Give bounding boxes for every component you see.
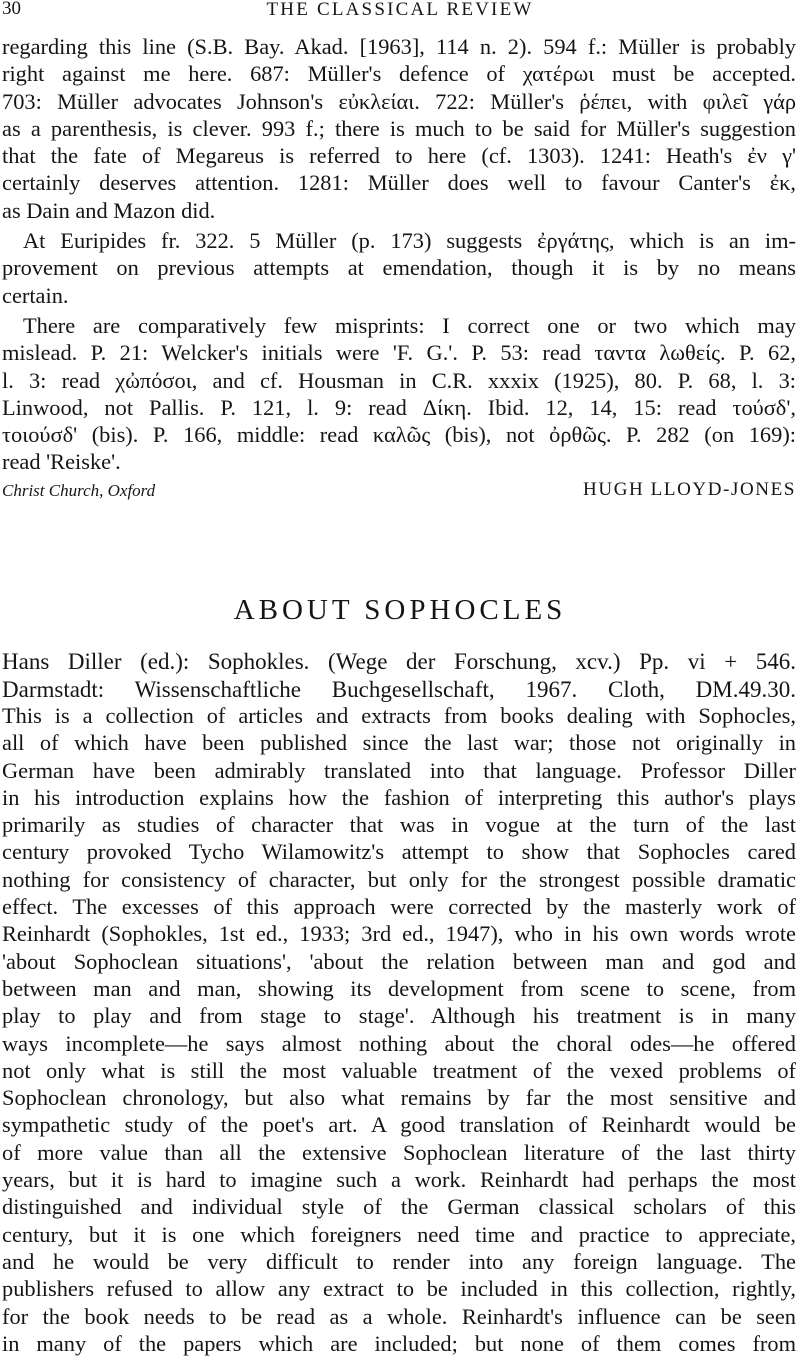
text-line: that the fate of Megareus is referred to here (cf. 1303). 1241: Heath's ἐν γ' — [2, 143, 796, 169]
text-line: Sophoclean chronology, but also what remains by far the most sensitive and — [2, 1085, 796, 1111]
text-line: This is a collection of articles and extracts from books dealing with Sophocles, — [2, 703, 796, 728]
text-line: all of which have been published since the last war; those not originally in — [2, 730, 796, 756]
text-line: nothing for consistency of character, but only for the strongest possible dramatic — [2, 866, 796, 892]
text-line: in his introduction explains how the fashion of interpreting this author's plays — [2, 784, 796, 810]
text-line: effect. The excesses of this approach were corrected by the masterly work of — [2, 894, 796, 920]
text-line: regarding this line (S.B. Bay. Akad. [1963], 114 n. 2). 594 f.: Müller is probably — [2, 34, 796, 59]
text-line: and he would be very difficult to render into any foreign language. The — [2, 1248, 796, 1274]
text-line: century, but it is one which foreigners need time and practice to appreciate, — [2, 1221, 796, 1247]
text-line: τοιούσδ' (bis). P. 166, middle: read καλῶς (bis), not ὀρθῶς. P. 282 (on 169): — [2, 422, 796, 448]
text-line: l. 3: read χὠπόσοι, and cf. Housman in C.R. xxxix (1925), 80. P. 68, l. 3: — [2, 367, 796, 393]
text-line: for the book needs to be read as a whole. Reinhardt's influence can be seen — [2, 1303, 796, 1329]
text-line: of more value than all the extensive Sophoclean literature of the last thirty — [2, 1139, 796, 1165]
text-line: right against me here. 687: Müller's defence of χατέρωι must be accepted. — [2, 61, 796, 87]
text-line: There are comparatively few misprints: I correct one or two which may — [23, 313, 796, 338]
text-line: between man and man, showing its development from scene to scene, from — [2, 975, 796, 1001]
text-line: provement on previous attempts at emendation, though it is by no means — [2, 255, 796, 281]
running-head — [0, 0, 800, 26]
text-line: century provoked Tycho Wilamowitz's attempt to show that Sophocles cared — [2, 839, 796, 865]
section-heading: ABOUT SOPHOCLES — [233, 594, 567, 626]
text-line: certain. — [2, 282, 69, 308]
review-signature — [2, 479, 796, 507]
text-line: years, but it is hard to imagine such a work. Reinhardt had perhaps the most — [2, 1167, 796, 1193]
review-body — [2, 702, 796, 1357]
text-line: sympathetic study of the poet's art. A good translation of Reinhardt would be — [2, 1112, 796, 1138]
text-line: publishers refused to allow any extract to be included in this collection, rightly, — [2, 1276, 796, 1302]
text-line: German have been admirably translated into that language. Professor Diller — [2, 757, 796, 783]
text-line: 'about Sophoclean situations', 'about the relation between man and god and — [2, 948, 796, 974]
text-line: ways incomplete—he says almost nothing about the choral odes—he offered — [2, 1030, 796, 1056]
text-line: mislead. P. 21: Welcker's initials were 'F. G.'. P. 53: read ταντα λωθείς. P. 62, — [2, 340, 796, 366]
text-line: as Dain and Mazon did. — [2, 197, 216, 223]
author-name: HUGH LLOYD-JONES — [583, 479, 796, 500]
review-paragraph-3 — [2, 312, 796, 476]
review-paragraph-2 — [2, 227, 796, 309]
text-line: not only what is still the most valuable treatment of the vexed problems of — [2, 1057, 796, 1083]
text-line: read 'Reiske'. — [2, 449, 121, 475]
journal-title: THE CLASSICAL REVIEW — [266, 0, 534, 20]
bibliographic-entry — [2, 648, 796, 704]
bib-line: Hans Diller (ed.): Sophokles. (Wege der Forschung, xcv.) Pp. vi + 546. — [2, 649, 796, 674]
author-affiliation: Christ Church, Oxford — [2, 481, 156, 500]
text-line: certainly deserves attention. 1281: Müller does well to favour Canter's ἐκ, — [2, 170, 796, 196]
text-line: Linwood, not Pallis. P. 121, l. 9: read Δίκη. Ibid. 12, 14, 15: read τούσδ', — [2, 394, 796, 420]
text-line: Reinhardt (Sophokles, 1st ed., 1933; 3rd ed., 1947), who in his own words wrote — [2, 921, 796, 947]
text-line: 703: Müller advocates Johnson's εὐκλείαι. 722: Müller's ῥέπει, with φιλεῖ γάρ — [2, 88, 796, 114]
text-line: in many of the papers which are included; but none of them comes from — [2, 1330, 796, 1356]
bib-line: Darmstadt: Wissenschaftliche Buchgesellschaft, 1967. Cloth, DM.49.30. — [2, 677, 796, 702]
review-paragraph-1 — [2, 33, 796, 224]
page-number: 30 — [2, 0, 21, 19]
text-line: play to play and from stage to stage'. Although his treatment is in many — [2, 1003, 796, 1029]
text-line: distinguished and individual style of the German classical scholars of this — [2, 1194, 796, 1220]
text-line: as a parenthesis, is clever. 993 f.; there is much to be said for Müller's suggestion — [2, 115, 796, 141]
text-line: At Euripides fr. 322. 5 Müller (p. 173) suggests ἐργάτης, which is an im- — [23, 228, 796, 253]
text-line: primarily as studies of character that was in vogue at the turn of the last — [2, 812, 796, 838]
